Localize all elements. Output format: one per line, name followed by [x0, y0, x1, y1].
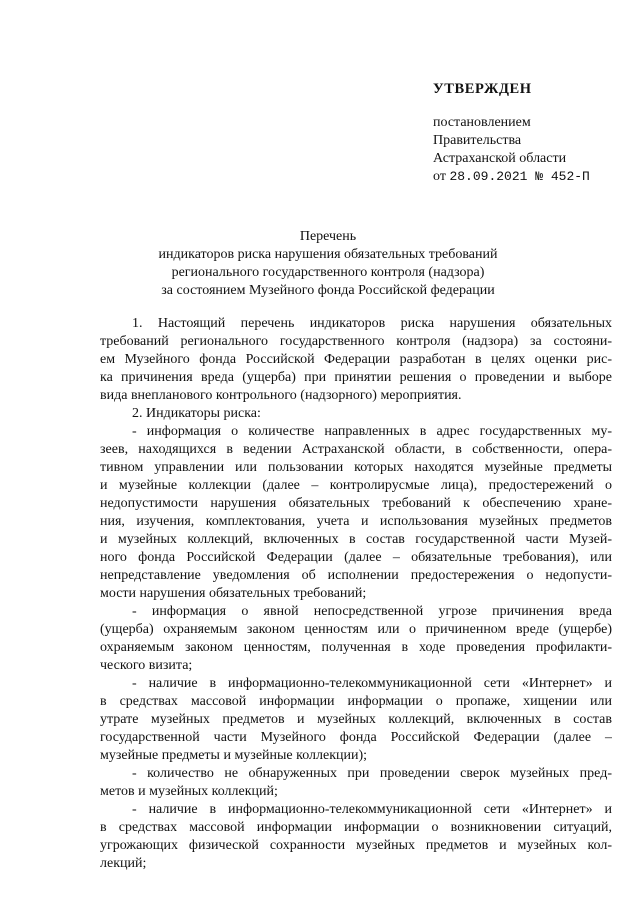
- body-line: ка причинения вреда (ущерба) при принятии решения о проведении и выборе: [100, 370, 612, 385]
- approval-line-3: Астраханской области: [433, 151, 567, 166]
- body-line: ем Музейного фонда Российской Федерации разработан в целях оценки рис-: [100, 352, 612, 367]
- body-line: 2. Индикаторы риска:: [132, 406, 261, 421]
- body-line: лекций;: [100, 856, 147, 871]
- heading-line: за состоянием Музейного фонда Российской федерации: [161, 283, 495, 298]
- body-line: 1. Настоящий перечень индикаторов риска нарушения обязательных: [132, 316, 612, 331]
- body-line: - наличие в информационно-телекоммуникационной сети «Интернет» и: [132, 802, 612, 817]
- body-line: в средствах массовой информации информации о пропаже, хищении или: [100, 694, 612, 709]
- body-line: государственной части Музейного фонда Российской Федерации (далее –: [100, 730, 612, 745]
- body-line: непредставление уведомления об исполнении предостережения о недопусти-: [100, 568, 612, 583]
- approval-line-1: постановлением: [433, 115, 531, 130]
- body-line: и музейные коллекции (далее – контролирусмые лица), предостережений о: [100, 478, 612, 493]
- heading-line: Перечень: [299, 229, 357, 244]
- body-line: тивном управлении или пользовании которых находятся музейные предметы: [100, 460, 612, 475]
- body-line: ного фонда Российской Федерации (далее – обязательные требования), или: [100, 550, 612, 565]
- body-line: - информация о количестве направленных в адрес государственных му-: [132, 424, 612, 439]
- body-line: ния, изучения, комплектования, учета и использования музейных предметов: [100, 514, 612, 529]
- document-heading: [80, 228, 576, 300]
- body-line: недопустимости нарушения обязательных требований к обеспечению хране-: [100, 496, 612, 511]
- body-line: требований регионального государственного контроля (надзора) за состояни-: [100, 334, 612, 349]
- approved-title: УТВЕРЖДЕН: [433, 81, 532, 97]
- heading-line: регионального государственного контроля (надзора): [171, 265, 485, 280]
- body-line: музейные предметы и музейные коллекции);: [100, 748, 368, 763]
- body-line: зеев, находящихся в ведении Астраханской области, в собственности, опера-: [100, 442, 612, 457]
- body-line: - информация о явной непосредственной угрозе причинения вреда: [132, 604, 612, 619]
- document-body: [100, 315, 612, 873]
- body-line: ческого визита;: [100, 658, 193, 673]
- body-line: - количество не обнаруженных при проведении сверок музейных пред-: [132, 766, 612, 781]
- approval-date-prefix: от: [433, 169, 446, 184]
- heading-line: индикаторов риска нарушения обязательных требований: [158, 247, 498, 262]
- approval-date-line: [433, 168, 633, 186]
- body-line: вида внепланового контрольного (надзорного) мероприятия.: [100, 388, 462, 403]
- body-line: мости нарушения обязательных требований;: [100, 586, 367, 601]
- body-line: угрожающих физической сохранности музейных предметов и музейных кол-: [100, 838, 612, 853]
- body-line: утрате музейных предметов и музейных коллекций, включенных в состав: [100, 712, 612, 727]
- approval-date-number: 28.09.2021 № 452-П: [449, 169, 590, 184]
- body-line: (ущерба) охраняемым законом ценностям или о причиненном вреде (ущербе): [100, 622, 612, 637]
- body-line: охраняемым законом ценностям, полученная в ходе проведения профилакти-: [100, 640, 612, 655]
- body-line: и музейных коллекций, включенных в состав государственной части Музей-: [100, 532, 612, 547]
- body-line: метов и музейных коллекций;: [100, 784, 278, 799]
- approval-block: [433, 80, 633, 186]
- approval-line-2: Правительства: [433, 133, 522, 148]
- body-line: - наличие в информационно-телекоммуникационной сети «Интернет» и: [132, 676, 612, 691]
- body-line: в средствах массовой информации информации о возникновении ситуаций,: [100, 820, 612, 835]
